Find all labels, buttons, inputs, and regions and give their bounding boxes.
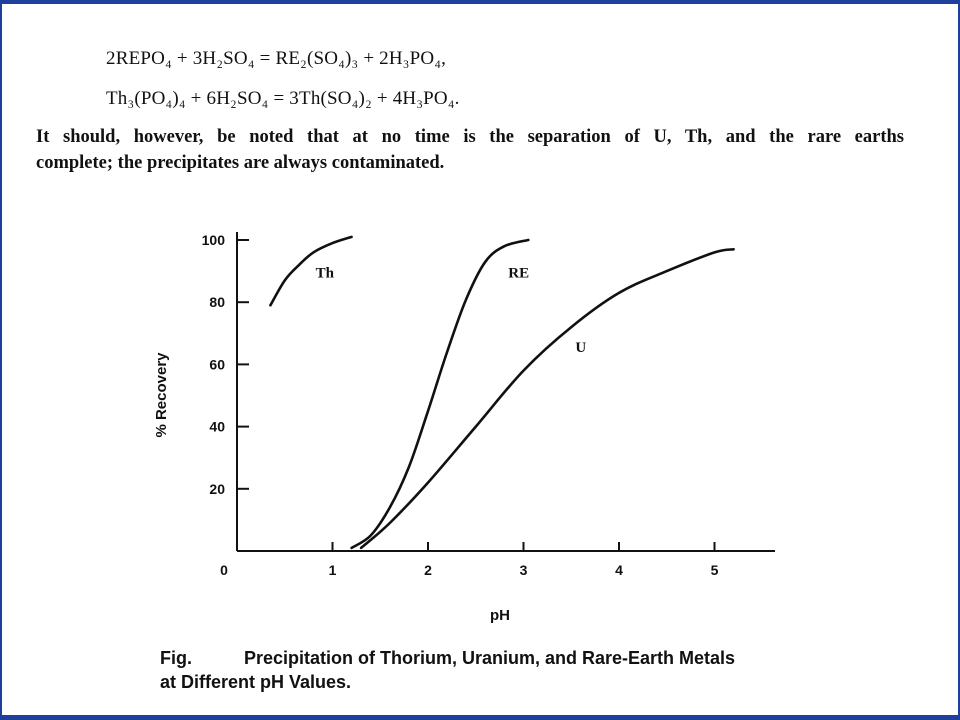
x-tick-label-2: 2 [424,562,432,578]
caption-fig-label: Fig. [160,648,192,668]
caption-line-2: at Different pH Values. [160,672,352,692]
y-tick-label-60: 60 [209,356,225,373]
series-label-u: U [575,339,587,356]
x-tick-label-5: 5 [710,562,719,578]
y-tick-label-40: 40 [209,418,225,435]
paragraph-line-1: It should, however, be noted that at no time is the separation of U, Th, and the rare earths [36,127,904,147]
caption-line-1: Precipitation of Thorium, Uranium, and Rare-Earth Metals [244,648,736,668]
x-tick-label-0: 0 [220,562,228,578]
figure-caption [160,646,735,694]
y-axis-title: % Recovery [153,352,170,438]
y-tick-label-100: 100 [201,232,225,248]
x-tick-label-4: 4 [615,562,623,578]
x-tick-label-3: 3 [519,562,528,578]
paragraph-line-2: complete; the precipitates are always contaminated. [36,153,445,173]
series-label-th: Th [315,265,335,282]
series-line-th [270,237,351,305]
chart-ticks [202,232,719,578]
x-axis-title: pH [490,607,510,624]
series-label-re: RE [508,265,530,282]
series-line-u [361,249,733,548]
equation-1: 2REPO₄ + 3H₂SO₄ = RE₂(SO₄)₃ + 2H₃PO₄, [106,48,447,69]
y-tick-label-80: 80 [209,294,225,311]
y-tick-label-20: 20 [209,480,225,497]
chart-series [270,237,733,548]
x-tick-label-1: 1 [328,562,337,578]
equation-2: Th₃(PO₄)₄ + 6H₂SO₄ = 3Th(SO₄)₂ + 4H₃PO₄. [106,88,460,109]
